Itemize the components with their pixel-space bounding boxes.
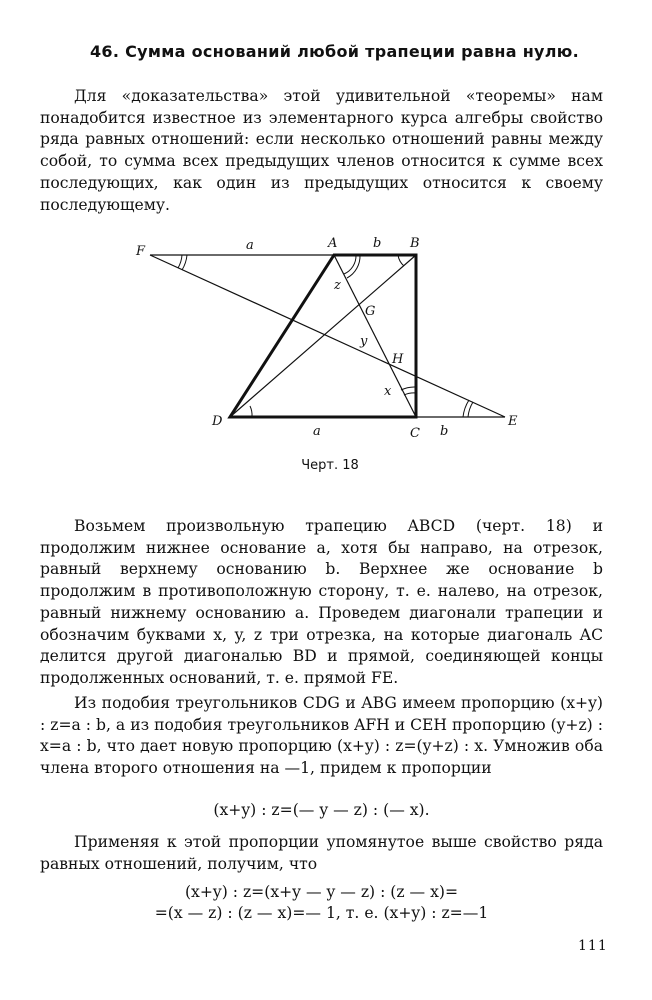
page-number: 111: [578, 938, 608, 954]
trapezoid-figure: [120, 225, 540, 445]
label-g: G: [365, 304, 376, 319]
paragraph-2: Возьмем произвольную трапецию ABCD (черт. 18) и продолжим нижнее основание a, хотя бы направо, на отрезок, равный верхнему основанию b. Верхнее же основание b продолжим в противоположную сторону, т. е. налево, на отрезок, равный нижнему основанию a. Проведем диагонали трапеции и обозначим буквами x, y, z три отрезка, на которые диагональ AC делится другой диагональю BD и прямой, соединяющей концы продолженных оснований, т. е. прямой FE.: [40, 517, 603, 687]
angle-arc-d: [250, 406, 252, 417]
formula-3: =(x — z) : (z — x)=— 1, т. е. (x+y) : z=—1: [154, 904, 489, 922]
section-title: 46. Сумма оснований любой трапеции равна нулю.: [90, 42, 580, 61]
angle-arc-a1: [344, 255, 356, 274]
angle-arc-f2: [182, 255, 187, 270]
figure-caption: Черт. 18: [301, 458, 359, 473]
label-b: B: [410, 236, 420, 251]
formula-1: (x+y) : z=(— y — z) : (— x).: [213, 801, 430, 819]
label-a-bottom: a: [313, 424, 321, 439]
angle-arc-b: [398, 255, 404, 266]
angle-arc-f1: [178, 255, 182, 268]
diagonal-ac: [334, 255, 416, 417]
angle-arc-c2: [401, 387, 416, 390]
label-y: y: [360, 334, 368, 349]
label-a-top: a: [246, 238, 254, 253]
angle-arc-c1: [404, 393, 416, 395]
label-x: x: [384, 384, 392, 399]
label-f: F: [136, 244, 146, 259]
paragraph-3: Из подобия треугольников CDG и ABG имеем пропорцию (x+y) : z=a : b, а из подобия треугольников AFH и CEH пропорцию (y+z) : x=a : b, что дает новую пропорцию (x+y) : z=(y+z) : x. Умножив оба члена второго отношения на —1, придем к пропорции: [40, 694, 603, 778]
line-fe: [150, 255, 505, 417]
label-b-top: b: [373, 236, 382, 251]
label-a: A: [328, 236, 338, 251]
label-h: H: [392, 352, 404, 367]
angle-arc-a2: [347, 255, 360, 278]
paragraph-4: Применяя к этой пропорции упомянутое выше свойство ряда равных отношений, получим, что: [40, 833, 603, 873]
intro-paragraph: Для «доказательства» этой удивительной «теоремы» нам понадобится известное из элементарного курса алгебры свойство ряда равных отношений: если несколько отношений равны между собой, то сумма всех предыдущих членов относится к сумме всех последующих, как один из предыдущих относится к своему последующему.: [40, 87, 603, 214]
label-c: C: [410, 426, 420, 441]
label-d: D: [212, 414, 223, 429]
angle-arc-e1: [468, 402, 473, 417]
label-z: z: [334, 278, 341, 293]
formula-2: (x+y) : z=(x+y — y — z) : (z — x)=: [184, 883, 459, 901]
label-b-bottom: b: [440, 424, 449, 439]
label-e: E: [508, 414, 518, 429]
